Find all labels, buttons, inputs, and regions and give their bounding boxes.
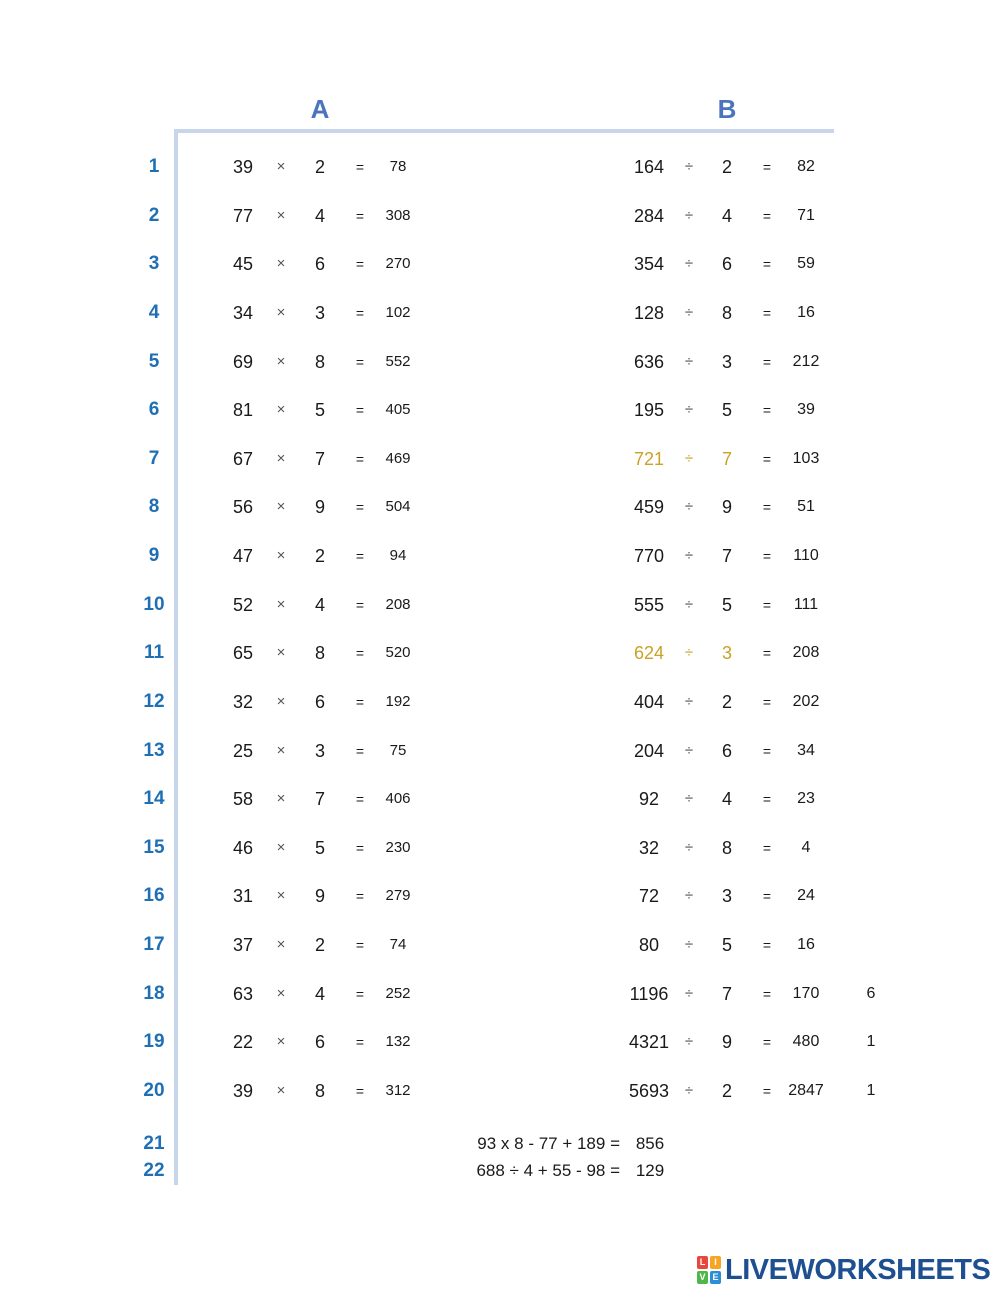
quotient-answer: 2847 (788, 1081, 824, 1099)
times-sign: × (276, 449, 286, 467)
quotient-answer: 480 (792, 1033, 820, 1051)
multiplicand: 34 (232, 302, 254, 323)
remainder (856, 492, 886, 522)
problem-row (0, 590, 1000, 620)
divide-sign: ÷ (684, 644, 694, 662)
product-answer: 504 (385, 498, 411, 516)
remainder (856, 395, 886, 425)
quotient-answer: 82 (797, 158, 815, 175)
divisor: 2 (721, 691, 732, 712)
problem-number: 11 (143, 642, 165, 664)
quotient-answer: 71 (797, 206, 815, 224)
equals-sign: = (762, 499, 772, 516)
multiplicand: 32 (232, 691, 254, 712)
problem-row (0, 541, 1000, 571)
times-sign: × (276, 984, 286, 1002)
equals-sign: = (355, 937, 365, 954)
multiplicand: 46 (232, 837, 254, 858)
equals-sign: = (355, 888, 365, 905)
problem-row (0, 444, 1000, 474)
equals-sign: = (355, 693, 365, 710)
problem-number: 17 (143, 934, 165, 956)
problem-row (0, 395, 1000, 425)
times-sign: × (276, 158, 286, 175)
multiplicand: 22 (232, 1032, 254, 1053)
product-answer: 405 (385, 401, 411, 419)
divisor: 7 (721, 448, 732, 469)
problem-number: 3 (148, 253, 160, 275)
multiplier: 6 (314, 691, 325, 712)
equals-sign: = (355, 159, 365, 175)
problem-row (0, 1027, 1000, 1057)
equals-sign: = (355, 207, 365, 224)
divisor: 9 (721, 1032, 732, 1053)
equals-sign: = (762, 353, 772, 370)
expression-text: 688 ÷ 4 + 55 - 98 = (476, 1161, 620, 1180)
problem-number: 5 (148, 350, 160, 372)
product-answer: 74 (389, 936, 407, 954)
divisor: 7 (721, 546, 732, 567)
equals-sign: = (762, 937, 772, 954)
remainder (856, 881, 886, 911)
multiplicand: 37 (232, 935, 254, 956)
multiplier: 9 (314, 497, 325, 518)
problem-row (0, 784, 1000, 814)
remainder (856, 930, 886, 960)
multiplier: 4 (314, 594, 325, 615)
divide-sign: ÷ (684, 303, 694, 321)
quotient-answer: 103 (792, 449, 820, 467)
multiplier: 6 (314, 1032, 325, 1053)
problem-number: 2 (148, 204, 160, 226)
times-sign: × (276, 498, 286, 516)
problem-row (0, 736, 1000, 766)
multiplicand: 56 (232, 497, 254, 518)
problem-row (0, 298, 1000, 328)
equals-sign: = (355, 402, 365, 419)
logo-mark-icon (697, 1256, 721, 1284)
divisor: 5 (721, 400, 732, 421)
expression-row (0, 1131, 1000, 1157)
divisor: 6 (721, 740, 732, 761)
equals-sign: = (355, 645, 365, 662)
divisor: 4 (721, 205, 732, 226)
dividend: 1196 (629, 983, 669, 1004)
multiplier: 5 (314, 837, 325, 858)
dividend: 195 (633, 400, 665, 421)
multiplier: 2 (314, 157, 325, 177)
divisor: 8 (721, 837, 732, 858)
logo-text: LIVEWORKSHEETS (725, 1253, 991, 1286)
times-sign: × (276, 352, 286, 370)
product-answer: 94 (389, 547, 407, 565)
divisor: 3 (721, 643, 732, 664)
problem-number: 12 (143, 690, 165, 712)
remainder: 1 (866, 1081, 876, 1099)
multiplicand: 31 (232, 886, 254, 907)
dividend: 164 (633, 157, 665, 177)
dividend: 72 (638, 886, 660, 907)
product-answer: 312 (385, 1081, 411, 1099)
remainder (856, 152, 886, 182)
times-sign: × (276, 401, 286, 419)
dividend: 80 (638, 935, 660, 956)
divide-sign: ÷ (684, 547, 694, 565)
divisor: 2 (721, 1080, 732, 1101)
divide-sign: ÷ (684, 1033, 694, 1051)
divide-sign: ÷ (684, 352, 694, 370)
remainder (856, 833, 886, 863)
problem-row (0, 833, 1000, 863)
divide-sign: ÷ (684, 790, 694, 808)
product-answer: 469 (385, 449, 411, 467)
equals-sign: = (355, 450, 365, 467)
problem-number: 16 (143, 885, 165, 907)
equals-sign: = (762, 159, 772, 175)
equals-sign: = (762, 450, 772, 467)
multiplier: 8 (314, 643, 325, 664)
times-sign: × (276, 255, 286, 273)
multiplicand: 47 (232, 546, 254, 567)
product-answer: 78 (389, 158, 407, 175)
equals-sign: = (355, 985, 365, 1002)
dividend: 354 (633, 254, 665, 275)
times-sign: × (276, 644, 286, 662)
expression-text: 93 x 8 - 77 + 189 = (477, 1134, 620, 1153)
quotient-answer: 34 (797, 741, 815, 759)
divide-sign: ÷ (684, 449, 694, 467)
product-answer: 308 (385, 206, 411, 224)
quotient-answer: 212 (792, 352, 820, 370)
equals-sign: = (762, 1082, 772, 1099)
logo-mark-letter: E (710, 1271, 721, 1284)
multiplier: 3 (314, 740, 325, 761)
problem-number: 20 (143, 1079, 165, 1101)
equals-sign: = (762, 791, 772, 808)
expression-answer: 856 (635, 1134, 665, 1153)
times-sign: × (276, 838, 286, 856)
equals-sign: = (355, 596, 365, 613)
liveworksheets-logo (697, 1255, 990, 1285)
equals-sign: = (355, 791, 365, 808)
equals-sign: = (762, 402, 772, 419)
divide-sign: ÷ (684, 206, 694, 224)
dividend: 204 (633, 740, 665, 761)
times-sign: × (276, 206, 286, 224)
product-answer: 252 (385, 984, 411, 1002)
remainder: 1 (866, 1033, 876, 1051)
times-sign: × (276, 1033, 286, 1051)
divide-sign: ÷ (684, 984, 694, 1002)
divisor: 4 (721, 789, 732, 810)
problem-number: 4 (148, 301, 160, 323)
divisor: 6 (721, 254, 732, 275)
divisor: 5 (721, 935, 732, 956)
quotient-answer: 4 (801, 838, 811, 856)
quotient-answer: 110 (793, 547, 819, 565)
quotient-answer: 59 (797, 255, 815, 273)
product-answer: 208 (385, 595, 411, 613)
problem-number: 9 (148, 545, 160, 567)
remainder (856, 541, 886, 571)
multiplier: 8 (314, 351, 325, 372)
quotient-answer: 39 (797, 401, 815, 419)
product-answer: 520 (385, 644, 411, 662)
multiplier: 4 (314, 205, 325, 226)
multiplier: 9 (314, 886, 325, 907)
divisor: 9 (721, 497, 732, 518)
times-sign: × (276, 790, 286, 808)
quotient-answer: 24 (797, 887, 815, 905)
divide-sign: ÷ (684, 887, 694, 905)
times-sign: × (276, 936, 286, 954)
divisor: 5 (721, 594, 732, 615)
quotient-answer: 23 (797, 790, 815, 808)
multiplicand: 77 (232, 205, 254, 226)
multiplicand: 63 (232, 983, 254, 1004)
problem-row (0, 249, 1000, 279)
multiplier: 2 (314, 546, 325, 567)
remainder: 6 (866, 984, 876, 1002)
quotient-answer: 51 (797, 498, 815, 516)
remainder (856, 736, 886, 766)
problem-number: 1 (148, 156, 160, 177)
multiplier: 7 (314, 448, 325, 469)
equals-sign: = (355, 304, 365, 321)
multiplicand: 45 (232, 254, 254, 275)
dividend: 284 (633, 205, 665, 226)
product-answer: 270 (385, 255, 411, 273)
equals-sign: = (355, 1082, 365, 1099)
dividend: 32 (638, 837, 660, 858)
problem-number: 13 (143, 739, 165, 761)
problem-number: 6 (148, 399, 160, 421)
divide-sign: ÷ (684, 936, 694, 954)
product-answer: 75 (389, 741, 407, 759)
multiplicand: 81 (232, 400, 254, 421)
problem-number: 14 (143, 788, 165, 810)
problem-number: 10 (143, 593, 165, 615)
product-answer: 406 (385, 790, 411, 808)
equals-sign: = (762, 207, 772, 224)
equals-sign: = (355, 839, 365, 856)
problem-number: 22 (143, 1160, 165, 1181)
problem-row (0, 152, 1000, 182)
equals-sign: = (762, 256, 772, 273)
column-header-b: B (717, 94, 737, 124)
multiplicand: 58 (232, 789, 254, 810)
dividend: 770 (633, 546, 665, 567)
times-sign: × (276, 595, 286, 613)
product-answer: 102 (385, 303, 411, 321)
header-rule (174, 129, 834, 133)
problem-number: 8 (148, 496, 160, 518)
remainder (856, 444, 886, 474)
product-answer: 132 (385, 1033, 411, 1051)
quotient-answer: 16 (797, 936, 815, 954)
remainder (856, 298, 886, 328)
equals-sign: = (355, 256, 365, 273)
times-sign: × (276, 1081, 286, 1099)
logo-mark-letter: V (697, 1271, 708, 1284)
problem-number: 7 (148, 447, 160, 469)
divisor: 3 (721, 886, 732, 907)
dividend: 4321 (628, 1032, 670, 1053)
remainder (856, 347, 886, 377)
equals-sign: = (762, 1034, 772, 1051)
times-sign: × (276, 887, 286, 905)
equals-sign: = (762, 548, 772, 565)
equals-sign: = (762, 596, 772, 613)
divide-sign: ÷ (684, 838, 694, 856)
multiplicand: 39 (232, 157, 254, 177)
divisor: 3 (721, 351, 732, 372)
times-sign: × (276, 547, 286, 565)
product-answer: 552 (385, 352, 411, 370)
problem-number: 19 (143, 1031, 165, 1053)
equals-sign: = (762, 693, 772, 710)
dividend: 128 (633, 302, 665, 323)
remainder (856, 638, 886, 668)
quotient-answer: 208 (792, 644, 820, 662)
divisor: 7 (721, 983, 732, 1004)
divide-sign: ÷ (684, 158, 694, 175)
times-sign: × (276, 303, 286, 321)
quotient-answer: 16 (797, 303, 815, 321)
multiplier: 3 (314, 302, 325, 323)
dividend: 636 (633, 351, 665, 372)
dividend: 92 (638, 789, 660, 810)
equals-sign: = (762, 985, 772, 1002)
remainder (856, 687, 886, 717)
multiplicand: 39 (232, 1080, 254, 1101)
expression-row (0, 1158, 1000, 1184)
problem-row (0, 881, 1000, 911)
dividend: 555 (633, 594, 665, 615)
multiplier: 7 (314, 789, 325, 810)
divide-sign: ÷ (684, 255, 694, 273)
problem-row (0, 201, 1000, 231)
multiplicand: 52 (232, 594, 254, 615)
divisor: 2 (721, 157, 732, 177)
problem-number: 18 (143, 982, 165, 1004)
times-sign: × (276, 741, 286, 759)
divide-sign: ÷ (684, 1081, 694, 1099)
equals-sign: = (355, 499, 365, 516)
logo-mark-letter: I (710, 1256, 721, 1269)
remainder (856, 249, 886, 279)
quotient-answer: 202 (792, 692, 820, 710)
product-answer: 279 (385, 887, 411, 905)
problem-number: 21 (143, 1133, 165, 1154)
expression-answer: 129 (635, 1161, 665, 1180)
dividend: 404 (633, 691, 665, 712)
problem-row (0, 492, 1000, 522)
problem-row (0, 347, 1000, 377)
divide-sign: ÷ (684, 692, 694, 710)
remainder (856, 590, 886, 620)
dividend: 459 (633, 497, 665, 518)
multiplier: 8 (314, 1080, 325, 1101)
dividend: 721 (633, 448, 665, 469)
dividend: 5693 (628, 1080, 670, 1101)
multiplicand: 25 (232, 740, 254, 761)
remainder (856, 201, 886, 231)
multiplicand: 67 (232, 448, 254, 469)
equals-sign: = (762, 888, 772, 905)
equals-sign: = (355, 1034, 365, 1051)
multiplier: 2 (314, 935, 325, 956)
remainder (856, 784, 886, 814)
multiplicand: 65 (232, 643, 254, 664)
multiplier: 6 (314, 254, 325, 275)
problem-row (0, 638, 1000, 668)
divide-sign: ÷ (684, 595, 694, 613)
multiplier: 5 (314, 400, 325, 421)
equals-sign: = (355, 742, 365, 759)
multiplier: 4 (314, 983, 325, 1004)
equals-sign: = (762, 742, 772, 759)
logo-mark-letter: L (697, 1256, 708, 1269)
problem-number: 15 (143, 836, 165, 858)
times-sign: × (276, 692, 286, 710)
multiplicand: 69 (232, 351, 254, 372)
problem-row (0, 930, 1000, 960)
divide-sign: ÷ (684, 741, 694, 759)
product-answer: 230 (385, 838, 411, 856)
equals-sign: = (762, 645, 772, 662)
equals-sign: = (762, 304, 772, 321)
problem-row (0, 1076, 1000, 1106)
divide-sign: ÷ (684, 498, 694, 516)
column-header-a: A (310, 94, 330, 124)
divide-sign: ÷ (684, 401, 694, 419)
equals-sign: = (355, 353, 365, 370)
dividend: 624 (633, 643, 665, 664)
quotient-answer: 170 (792, 984, 820, 1002)
divisor: 8 (721, 302, 732, 323)
problem-row (0, 687, 1000, 717)
equals-sign: = (762, 839, 772, 856)
equals-sign: = (355, 548, 365, 565)
problem-row (0, 979, 1000, 1009)
quotient-answer: 111 (793, 595, 819, 613)
product-answer: 192 (385, 692, 411, 710)
